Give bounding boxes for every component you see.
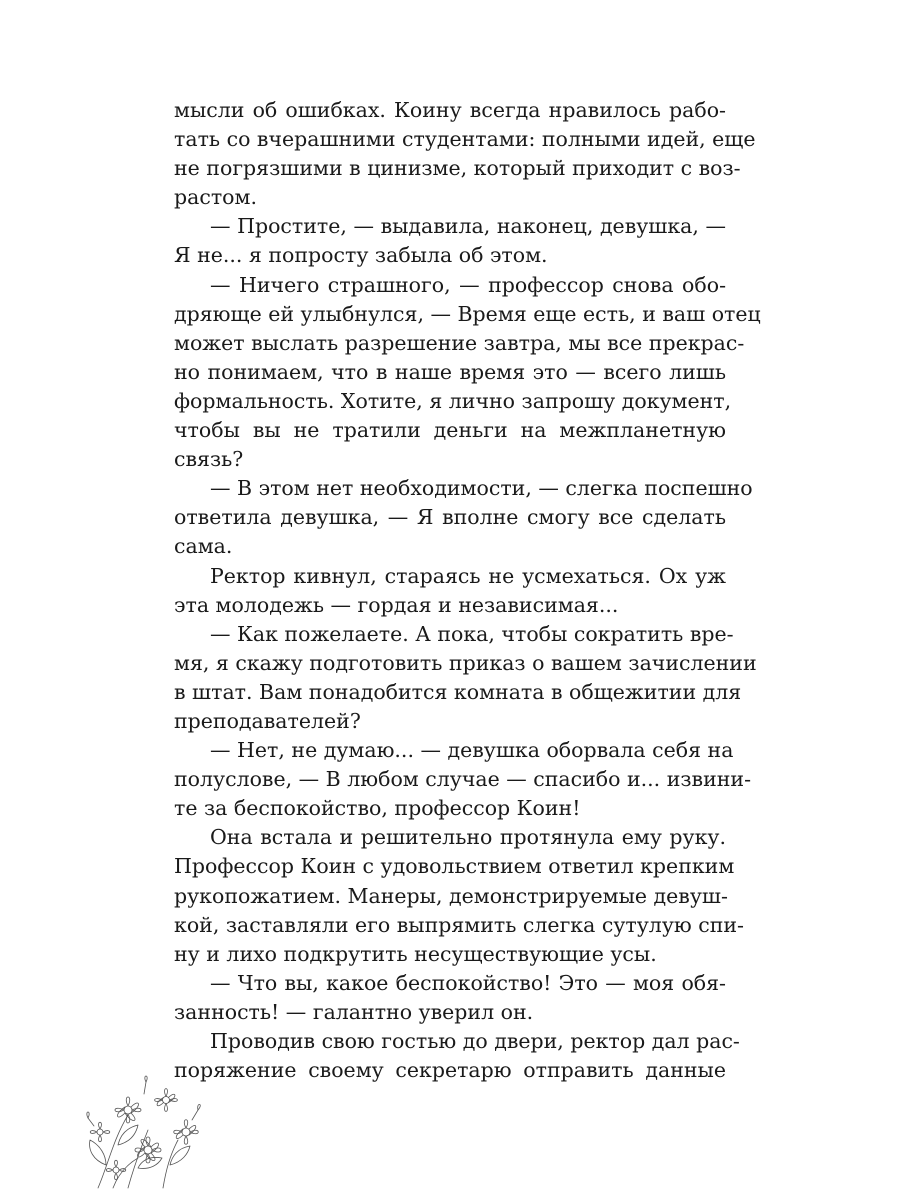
text-line: — Как пожелаете. А пока, чтобы сократить вре- [210, 621, 734, 646]
text-line: формальность. Хотите, я лично запрошу документ, [174, 388, 732, 413]
text-line: — В этом нет необходимости, — слегка поспешно [210, 476, 753, 501]
text-line: преподавателей? [174, 708, 361, 733]
text-line: растом. [174, 185, 257, 210]
floral-ornament-icon [78, 1070, 218, 1190]
text-line: — Простите, — выдавила, наконец, девушка, — [210, 214, 726, 239]
text-line: — Что вы, какое беспокойство! Это — моя обя- [210, 970, 726, 995]
text-line: — Ничего страшного, — профессор снова обо- [210, 272, 726, 297]
text-line: но понимаем, что в наше время это — всего лишь [174, 359, 726, 384]
text-line: Проводив свою гостью до двери, ректор дал рас- [210, 1029, 740, 1053]
text-line: сама. [174, 534, 233, 559]
text-line: Профессор Коин с удовольствием ответил крепким [174, 854, 735, 879]
text-line: ну и лихо подкрутить несуществующие усы. [174, 941, 657, 966]
text-line: может выслать разрешение завтра, мы все прекрас- [174, 330, 745, 355]
text-line: связь? [174, 447, 244, 472]
text-line: мя, я скажу подготовить приказ о вашем зачислении [174, 650, 757, 675]
text-line: рукопожатием. Манеры, демонстрируемые девуш- [174, 883, 728, 908]
text-line: мысли об ошибках. Коину всегда нравилось рабо- [174, 98, 726, 122]
text-line: дряюще ей улыбнулся, — Время еще есть, и ваш отец [174, 301, 761, 326]
text-line: в штат. Вам понадобится комната в общежитии для [174, 679, 742, 704]
body-text [174, 96, 761, 1085]
text-line: не погрязшими в цинизме, который приходит с воз- [174, 156, 741, 181]
text-line: Ректор кивнул, стараясь не усмехаться. Ох уж [210, 563, 726, 588]
text-line: полуслове, — В любом случае — спасибо и... извини- [174, 767, 752, 792]
text-line: Она встала и решительно протянула ему руку. [210, 825, 726, 850]
text-line: эта молодежь — гордая и независимая... [174, 592, 619, 617]
text-line: тать со вчерашними студентами: полными идей, еще [174, 127, 756, 152]
text-line: Я не... я попросту забыла об этом. [174, 243, 548, 268]
text-line: чтобы вы не тратили деньги на межпланетную [174, 418, 726, 443]
text-line: кой, заставляли его выпрямить слегка сутулую спи- [174, 912, 744, 937]
text-line: — Нет, не думаю... — девушка оборвала себя на [210, 738, 734, 763]
text-line: поряжение своему секретарю отправить данные [174, 1058, 726, 1083]
text-line: занность! — галантно уверил он. [174, 999, 534, 1024]
text-line: ответила девушка, — Я вполне смогу все сделать [174, 505, 726, 530]
text-line: те за беспокойство, профессор Коин! [174, 796, 581, 821]
